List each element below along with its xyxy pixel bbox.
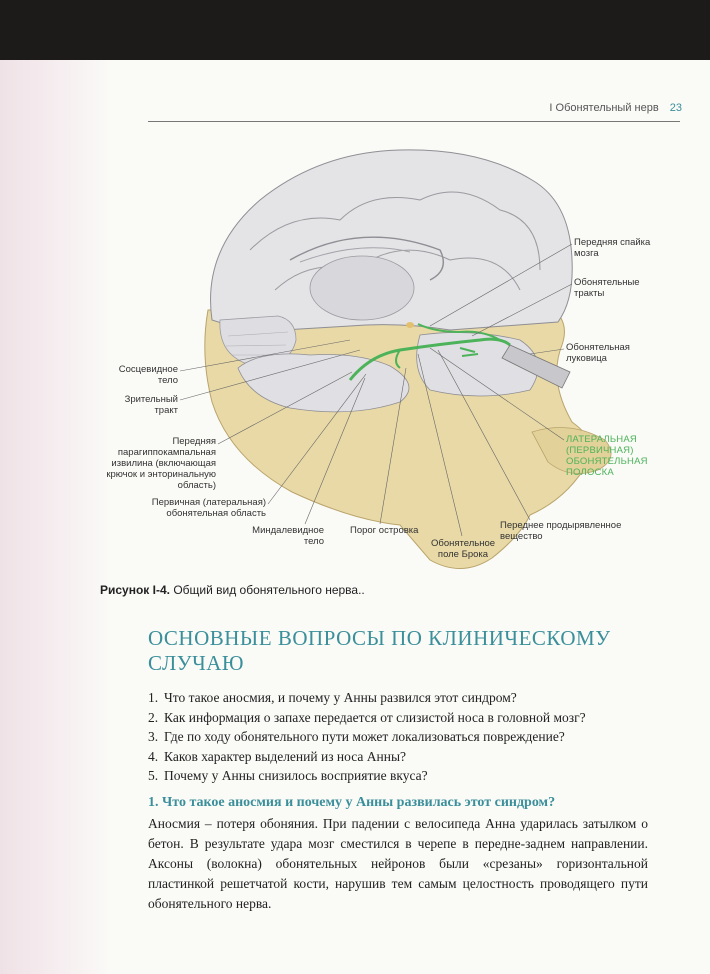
answer-paragraph: Аносмия – потеря обоняния. При падении с велосипеда Анна ударилась затылком о бетон. В результате удара мозг сместился в черепе в передне-заднем направлении. Аксоны (волокна) обонятельных нейронов были «срезаны» горизонтальной пластинкой решетчатой кости, нарушив тем самым целостность проводящего пути обонятельного нерва. (148, 816, 648, 911)
label-lateral-olfactory-stria: ЛАТЕРАЛЬНАЯ (ПЕРВИЧНАЯ) ОБОНЯТЕЛЬНАЯ ПОЛОСКА (566, 434, 648, 478)
caption-label: Рисунок I-4. (100, 583, 170, 597)
page-number: 23 (669, 102, 682, 114)
label-olfactory-bulb: Обонятельная луковица (566, 342, 630, 364)
questions-list (148, 688, 586, 786)
label-primary-olfactory-area: Первичная (латеральная) обонятельная область (151, 497, 266, 519)
label-anterior-perforated-substance: Переднее продырявленное вещество (500, 520, 622, 542)
label-optic-tract: Зрительный тракт (124, 394, 178, 416)
question-item: 1. Что такое аносмия, и почему у Анны развился этот синдром? (148, 690, 517, 705)
question-item: 3. Где по ходу обонятельного пути может локализоваться повреждение? (148, 729, 565, 744)
label-limen-insulae: Порог островка (350, 525, 419, 536)
label-amygdala: Миндалевидное тело (252, 525, 324, 547)
label-parahippocampal-gyrus: Передняя парагиппокампальная извилина (включающая крючок и энторинальную область) (106, 436, 216, 491)
label-broca-olfactory-field: Обонятельное поле Брока (430, 538, 496, 560)
olfactory-nerve-figure (100, 140, 700, 580)
figure-caption (100, 583, 365, 597)
header-rule (148, 121, 680, 122)
label-olfactory-tracts: Обонятельные тракты (574, 277, 640, 299)
caption-text: Общий вид обонятельного нерва.. (169, 583, 365, 597)
question-item: 5. Почему у Анны снизилось восприятие вкуса? (148, 768, 428, 783)
section-title: ОСНОВНЫЕ ВОПРОСЫ ПО КЛИНИЧЕСКОМУ СЛУЧАЮ (148, 626, 611, 675)
running-header (549, 102, 682, 114)
question-item: 4. Каков характер выделений из носа Анны? (148, 748, 407, 764)
label-mammillary-body: Сосцевидное тело (118, 364, 178, 386)
chapter-title: I Обонятельный нерв (549, 102, 659, 114)
answer-heading: 1. Что такое аносмия и почему у Анны развилась этот синдром? (148, 795, 556, 810)
label-anterior-commissure: Передняя спайка мозга (574, 237, 651, 259)
scan-top-band (0, 0, 710, 60)
page-gutter-shadow (0, 60, 110, 974)
question-item: 2. Как информация о запахе передается от слизистой носа в головной мозг? (148, 709, 586, 725)
label-leaders (100, 140, 700, 580)
